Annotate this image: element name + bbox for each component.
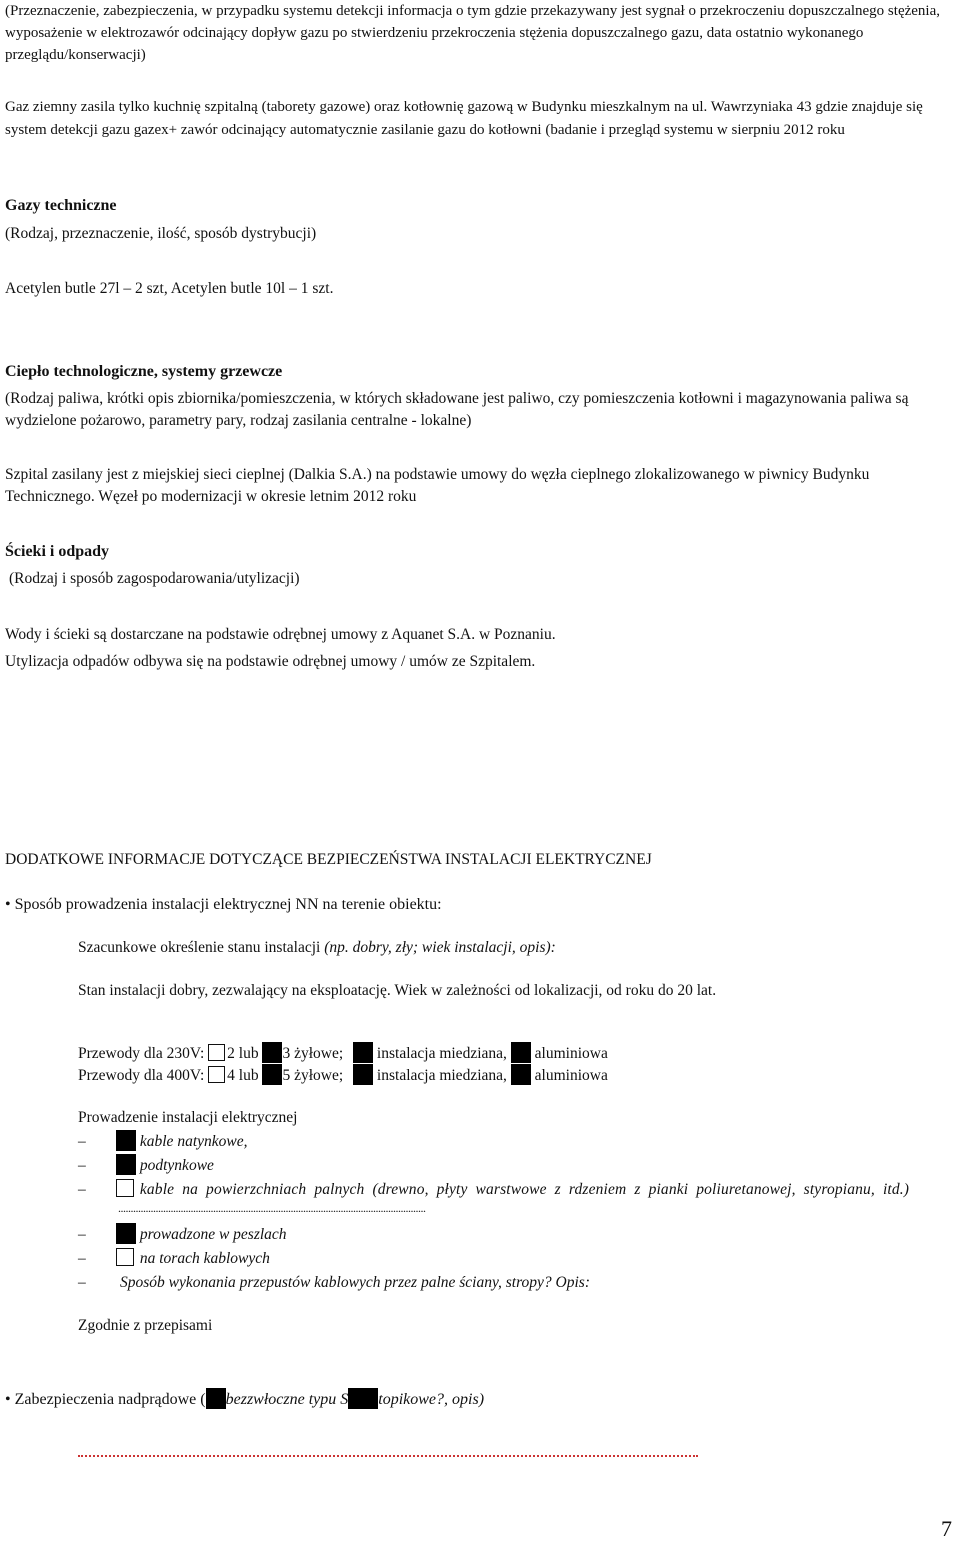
- wire-400-5core-checkbox[interactable]: [262, 1064, 282, 1085]
- routing-checkbox-cable-trays[interactable]: [116, 1248, 134, 1266]
- routing-item: – kable natynkowe,: [78, 1130, 952, 1153]
- wire-230-aluminium-checkbox[interactable]: [511, 1042, 531, 1063]
- bullet-overcurrent: • Zabezpieczenia nadprądowe ( bezzwłoczne typu S topikowe?, opis): [5, 1388, 484, 1411]
- routing-item: – kable na powierzchniach palnych (drewno, płyty warstwowe z rdzeniem z pianki poliuretanowej, styropianu, itd.): [78, 1181, 910, 1198]
- wire-230-copper-checkbox[interactable]: [353, 1042, 373, 1063]
- heat-intro: (Rodzaj paliwa, krótki opis zbiornika/pomieszczenia, w których składowane jest paliwo, czy pomieszczenia kotłowni i magazynowania paliwa są wydzielone pożarowo, parametry pary, rodzaj zasilania centralne - lokalne): [5, 390, 909, 429]
- overcurrent-s-checkbox[interactable]: [206, 1388, 226, 1409]
- bullet-wiring-method: • Sposób prowadzenia instalacji elektrycznej NN na terenie obiektu:: [5, 896, 442, 913]
- tech-gases-text: Acetylen butle 27l – 2 szt, Acetylen butle 10l – 1 szt.: [5, 280, 334, 297]
- wire-230-2core-checkbox[interactable]: [208, 1044, 225, 1061]
- routing-item: – prowadzone w peszlach: [78, 1223, 952, 1246]
- tech-gases-heading: Gazy techniczne: [5, 197, 117, 214]
- page-number: 7: [941, 1516, 952, 1541]
- passage-text: Zgodnie z przepisami: [78, 1317, 213, 1334]
- routing-checkbox-flush[interactable]: [116, 1154, 136, 1175]
- wire-400-aluminium-checkbox[interactable]: [511, 1064, 531, 1085]
- routing-item: – podtynkowe: [78, 1154, 952, 1177]
- waste-heading: Ścieki i odpady: [5, 543, 110, 560]
- waste-intro: (Rodzaj i sposób zagospodarowania/utylizacji): [9, 570, 300, 587]
- heat-text: Szpital zasilany jest z miejskiej sieci cieplnej (Dalkia S.A.) na podstawie umowy do węzła cieplnego zlokalizowanego w piwnicy Budynku Technicznego. Węzeł po modernizacji w okresie letnim 2012 roku: [5, 466, 870, 505]
- gas-intro: (Przeznaczenie, zabezpieczenia, w przypadku systemu detekcji informacja o tym gdzie przekazywany jest sygnał o przekroczeniu dopuszczalnego stężenia, wyposażenie w elektrozawór odcinający dopływ gazu po stwierdzeniu przekroczenia stężenia dopuszczalnego gazu, data ostatnio wykonanego przeglądu/konserwacji): [5, 3, 940, 63]
- routing-heading: Prowadzenie instalacji elektrycznej: [78, 1109, 298, 1126]
- heat-heading: Ciepło technologiczne, systemy grzewcze: [5, 363, 283, 380]
- wire-230-3core-checkbox[interactable]: [262, 1042, 282, 1063]
- bullet-icon: •: [5, 896, 15, 913]
- wires-230-row: Przewody dla 230V: 2 lub 3 żyłowe; instalacja miedziana, aluminiowa: [78, 1042, 608, 1065]
- waste-line1: Wody i ścieki są dostarczane na podstawie odrębnej umowy z Aquanet S.A. w Poznaniu.: [5, 626, 556, 643]
- overcurrent-fuse-checkbox[interactable]: [348, 1388, 378, 1409]
- routing-dots: ...........................................................................................................................: [118, 1201, 426, 1215]
- wire-400-copper-checkbox[interactable]: [353, 1064, 373, 1085]
- routing-checkbox-conduit[interactable]: [116, 1223, 136, 1244]
- wires-400-row: Przewody dla 400V: 4 lub 5 żyłowe; instalacja miedziana, aluminiowa: [78, 1064, 608, 1087]
- routing-checkbox-surface[interactable]: [116, 1130, 136, 1151]
- bullet-icon: •: [5, 1391, 15, 1408]
- tech-gases-intro: (Rodzaj, przeznaczenie, ilość, sposób dystrybucji): [5, 225, 317, 242]
- estimate-text: Stan instalacji dobry, zezwalający na eksploatację. Wiek w zależności od lokalizacji, od roku do 20 lat.: [78, 982, 717, 999]
- answer-dotted-line[interactable]: [78, 1455, 698, 1457]
- routing-checkbox-flammable[interactable]: [116, 1179, 134, 1197]
- routing-item: – Sposób wykonania przepustów kablowych przez palne ściany, stropy? Opis:: [78, 1274, 590, 1291]
- estimate-line: Szacunkowe określenie stanu instalacji (np. dobry, zły; wiek instalacji, opis):: [78, 939, 556, 956]
- routing-item: – na torach kablowych: [78, 1250, 270, 1267]
- waste-line2: Utylizacja odpadów odbywa się na podstawie odrębnej umowy / umów ze Szpitalem.: [5, 653, 536, 670]
- electrical-heading: DODATKOWE INFORMACJE DOTYCZĄCE BEZPIECZEŃSTWA INSTALACJI ELEKTRYCZNEJ: [5, 851, 652, 868]
- wire-400-4core-checkbox[interactable]: [208, 1066, 225, 1083]
- gas-text: Gaz ziemny zasila tylko kuchnię szpitalną (taborety gazowe) oraz kotłownię gazową w Budynku mieszkalnym na ul. Wawrzyniaka 43 gdzie znajduje się system detekcji gazu gazex+ zawór odcinający automatycznie zasilanie gazu do kotłowni (badanie i przegląd systemu w sierpniu 2012 roku: [5, 99, 923, 138]
